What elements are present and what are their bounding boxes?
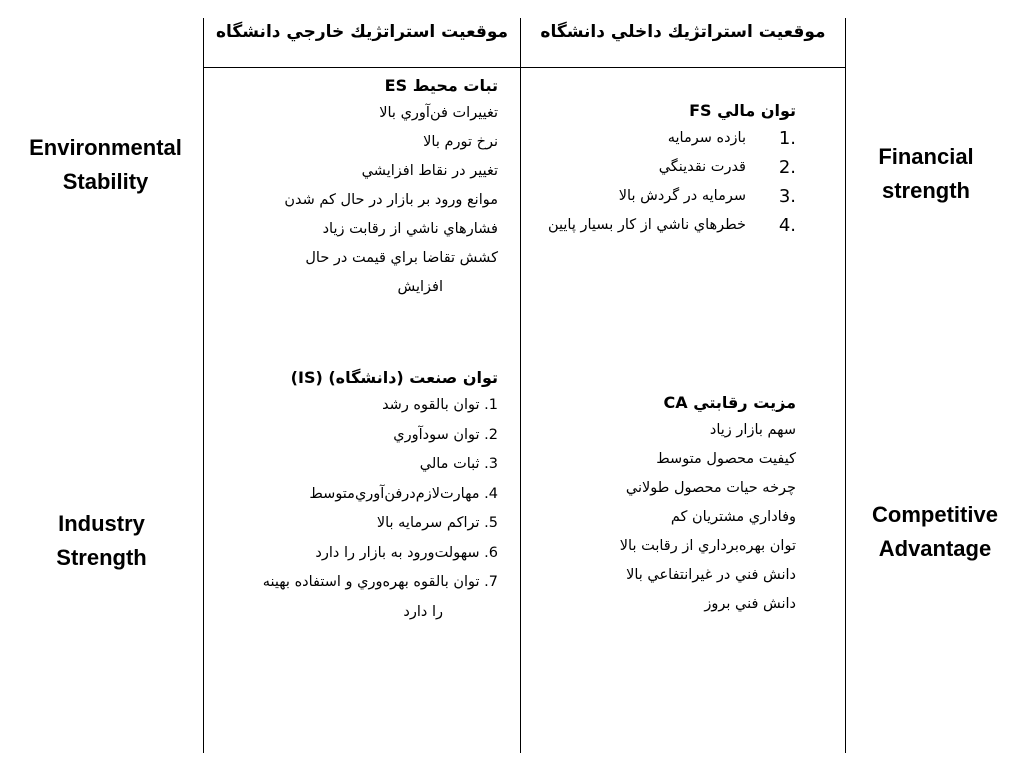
ca-item: وفاداري مشتريان كم bbox=[670, 509, 796, 525]
divider-right bbox=[845, 18, 846, 753]
label-environmental-stability: Environmental Stability bbox=[29, 135, 182, 194]
es-title: تبات محيط ES bbox=[384, 76, 498, 95]
is-item-continuation: را دارد bbox=[403, 603, 443, 620]
is-item: 2. توان سودآوري bbox=[393, 426, 498, 443]
is-item: 7. توان بالقوه بهره‌وري و استفاده بهينه bbox=[262, 574, 498, 590]
label-industry-strength: Industry Strength bbox=[56, 511, 147, 570]
ca-item: چرخه حيات محصول طولاني bbox=[625, 480, 796, 496]
ca-item: كيفيت محصول متوسط bbox=[656, 451, 796, 467]
is-item: 5. تراكم سرمايه بالا bbox=[376, 515, 498, 531]
ca-block bbox=[560, 393, 796, 619]
ca-item: سهم بازار زياد bbox=[709, 422, 796, 438]
fs-item: 2. قدرت نقدينگي bbox=[658, 157, 796, 178]
es-item: كشش تقاضا براي قيمت در حال bbox=[305, 250, 498, 266]
ca-title: مزيت رقابتي CA bbox=[663, 393, 796, 412]
is-item: 1. توان بالقوه رشد bbox=[382, 397, 498, 413]
fs-item: 3. سرمايه در گردش بالا bbox=[618, 186, 796, 207]
header-external: موقعيت استراتژيك خارجي دانشگاه bbox=[215, 22, 509, 42]
es-item: تغيير در نقاط افزايشي bbox=[361, 163, 498, 179]
es-item: موانع ورود بر بازار در حال كم شدن bbox=[284, 192, 498, 208]
label-financial-strength: Financial strength bbox=[878, 144, 974, 203]
es-block bbox=[214, 76, 498, 302]
fs-item: 4. خطرهاي ناشي از كار بسيار پايين bbox=[547, 215, 796, 236]
divider-middle bbox=[520, 18, 521, 753]
fs-item: 1. بازده سرمايه bbox=[667, 128, 796, 149]
is-block bbox=[214, 368, 498, 627]
is-item: 6. سهولت‌ورود به بازار را دارد bbox=[315, 544, 498, 561]
is-item: 4. مهارت‌لازم‌درفن‌آوري‌متوسط bbox=[309, 485, 498, 502]
is-title: توان صنعت (دانشگاه) (IS) bbox=[290, 368, 498, 387]
es-item: فشارهاي ناشي از رقابت زياد bbox=[322, 221, 498, 237]
header-underline bbox=[203, 67, 846, 68]
is-item: 3. ثبات مالي bbox=[419, 456, 498, 472]
es-item-continuation: افزايش bbox=[397, 279, 443, 295]
ca-item: دانش فني در غيرانتفاعي بالا bbox=[626, 567, 796, 583]
label-competitive-advantage: Competitive Advantage bbox=[872, 502, 998, 561]
divider-left bbox=[203, 18, 204, 753]
header-internal: موقعيت استراتژيك داخلي دانشگاه bbox=[540, 22, 826, 42]
ca-item: توان بهره‌برداري از رقابت بالا bbox=[619, 538, 796, 554]
es-item: تغييرات فن‌آوري بالا bbox=[379, 105, 498, 121]
es-item: نرخ تورم بالا bbox=[423, 134, 498, 150]
ca-item: دانش فني بروز bbox=[704, 596, 796, 612]
fs-block bbox=[524, 101, 796, 240]
fs-title: توان مالي FS bbox=[689, 101, 796, 120]
